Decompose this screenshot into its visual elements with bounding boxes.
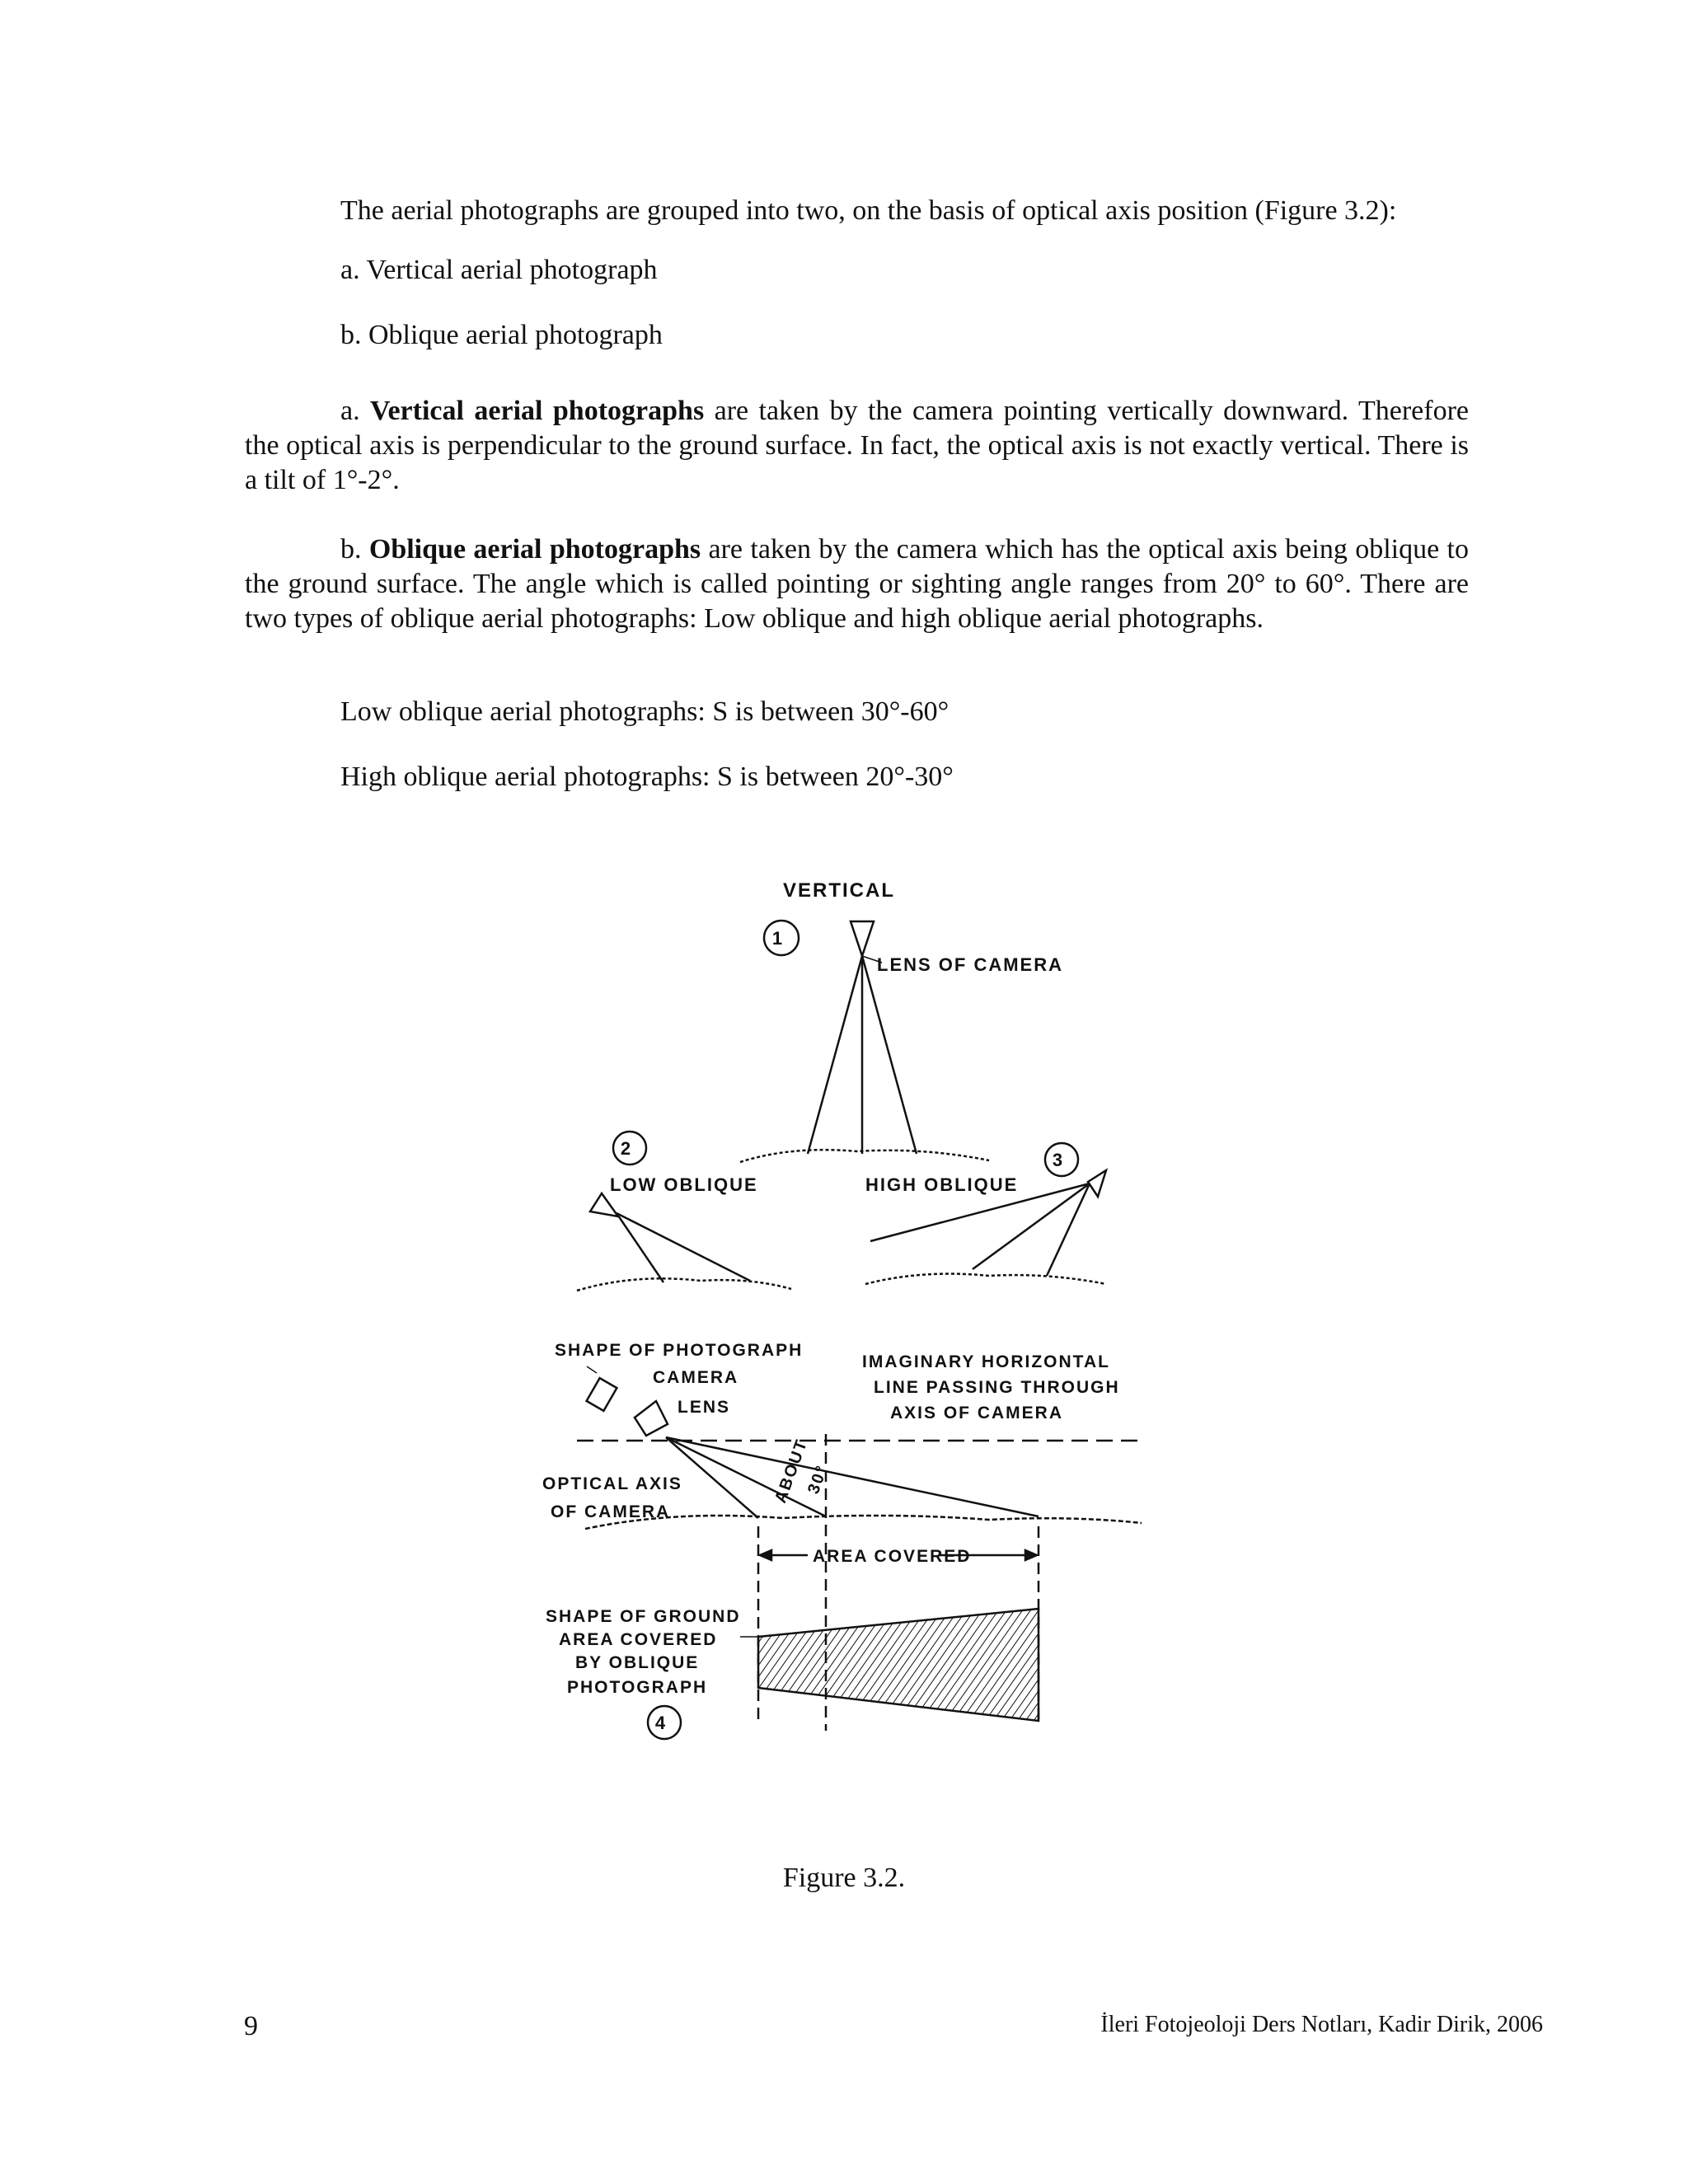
area-right-arrow-icon xyxy=(1025,1550,1037,1560)
vertical-term: Vertical aerial photographs xyxy=(370,396,705,426)
label-lens: LENS xyxy=(678,1398,731,1417)
camera-lens-icon xyxy=(635,1401,668,1436)
page-footer: İleri Fotojeoloji Ders Notları, Kadir Dirik, 2006 xyxy=(1100,2012,1543,2037)
list-item-a: a. Vertical aerial photograph xyxy=(340,255,658,285)
label-optical-axis-1: OPTICAL AXIS xyxy=(542,1474,682,1493)
vertical-prefix: a. xyxy=(340,396,371,426)
label-about: ABOUT xyxy=(771,1436,812,1506)
high-oblique-camera-icon xyxy=(1088,1170,1106,1197)
label-optical-axis-2: OF CAMERA xyxy=(551,1502,671,1521)
label-ground-2: AREA COVERED xyxy=(559,1630,718,1649)
label-number-1: 1 xyxy=(771,928,785,949)
list-item-b: b. Oblique aerial photograph xyxy=(340,320,663,350)
label-ground-3: BY OBLIQUE xyxy=(575,1653,700,1672)
label-ground-1: SHAPE OF GROUND xyxy=(546,1607,741,1626)
vertical-text: are taken by the camera pointing vertically downward. Therefore the optical axis is perpendicular to the ground surface. In fact, the optical axis is not exactly vertical. There is a tilt of 1°-2°. xyxy=(245,396,1469,495)
vertical-camera-icon xyxy=(851,921,874,956)
oblique-text: are taken by the camera which has the optical axis being oblique to the ground surface. The angle which is called pointing or sighting angle ranges from 20° to 60°. There are two types of oblique aerial photographs: Low oblique and high oblique aerial photographs. xyxy=(245,534,1469,634)
label-number-3: 3 xyxy=(1052,1150,1065,1170)
page-number: 9 xyxy=(244,2011,258,2041)
label-low-oblique: LOW OBLIQUE xyxy=(610,1174,758,1195)
ground-surface-2 xyxy=(577,1278,791,1291)
figure-caption: Figure 3.2. xyxy=(782,1863,906,1893)
ground-area-hatched-shape xyxy=(758,1609,1039,1721)
label-number-2: 2 xyxy=(620,1138,633,1159)
label-high-oblique: HIGH OBLIQUE xyxy=(865,1174,1019,1195)
photograph-shape-icon xyxy=(587,1378,617,1411)
oblique-paragraph xyxy=(245,532,1469,636)
low-oblique-camera-icon xyxy=(590,1193,618,1216)
intro-text: The aerial photographs are grouped into two, on the basis of optical axis position (Figure 3.2): xyxy=(340,195,1397,226)
label-camera: CAMERA xyxy=(653,1368,739,1387)
area-left-arrow-icon xyxy=(760,1550,771,1560)
oblique-prefix: b. xyxy=(340,534,369,565)
label-thirty-degrees: 30° xyxy=(804,1462,832,1497)
label-imaginary-line-1: IMAGINARY HORIZONTAL xyxy=(862,1352,1110,1371)
label-ground-4: PHOTOGRAPH xyxy=(567,1678,708,1697)
label-imaginary-line-2: LINE PASSING THROUGH xyxy=(874,1378,1120,1397)
ground-surface-1 xyxy=(740,1150,989,1162)
label-area-covered: AREA COVERED xyxy=(813,1547,972,1566)
oblique-term: Oblique aerial photographs xyxy=(368,534,701,565)
vertical-paragraph xyxy=(245,394,1469,498)
ground-surface-3 xyxy=(865,1274,1106,1284)
label-vertical: VERTICAL xyxy=(783,879,895,902)
figure-3-2-diagram xyxy=(511,857,1187,1813)
label-imaginary-line-3: AXIS OF CAMERA xyxy=(890,1404,1064,1422)
label-number-4: 4 xyxy=(654,1713,668,1733)
high-oblique-range: High oblique aerial photographs: S is between 20°-30° xyxy=(340,762,954,792)
label-shape-of-photograph: SHAPE OF PHOTOGRAPH xyxy=(555,1341,804,1360)
label-lens-of-camera: LENS OF CAMERA xyxy=(877,954,1063,975)
low-oblique-range: Low oblique aerial photographs: S is between 30°-60° xyxy=(340,696,950,727)
